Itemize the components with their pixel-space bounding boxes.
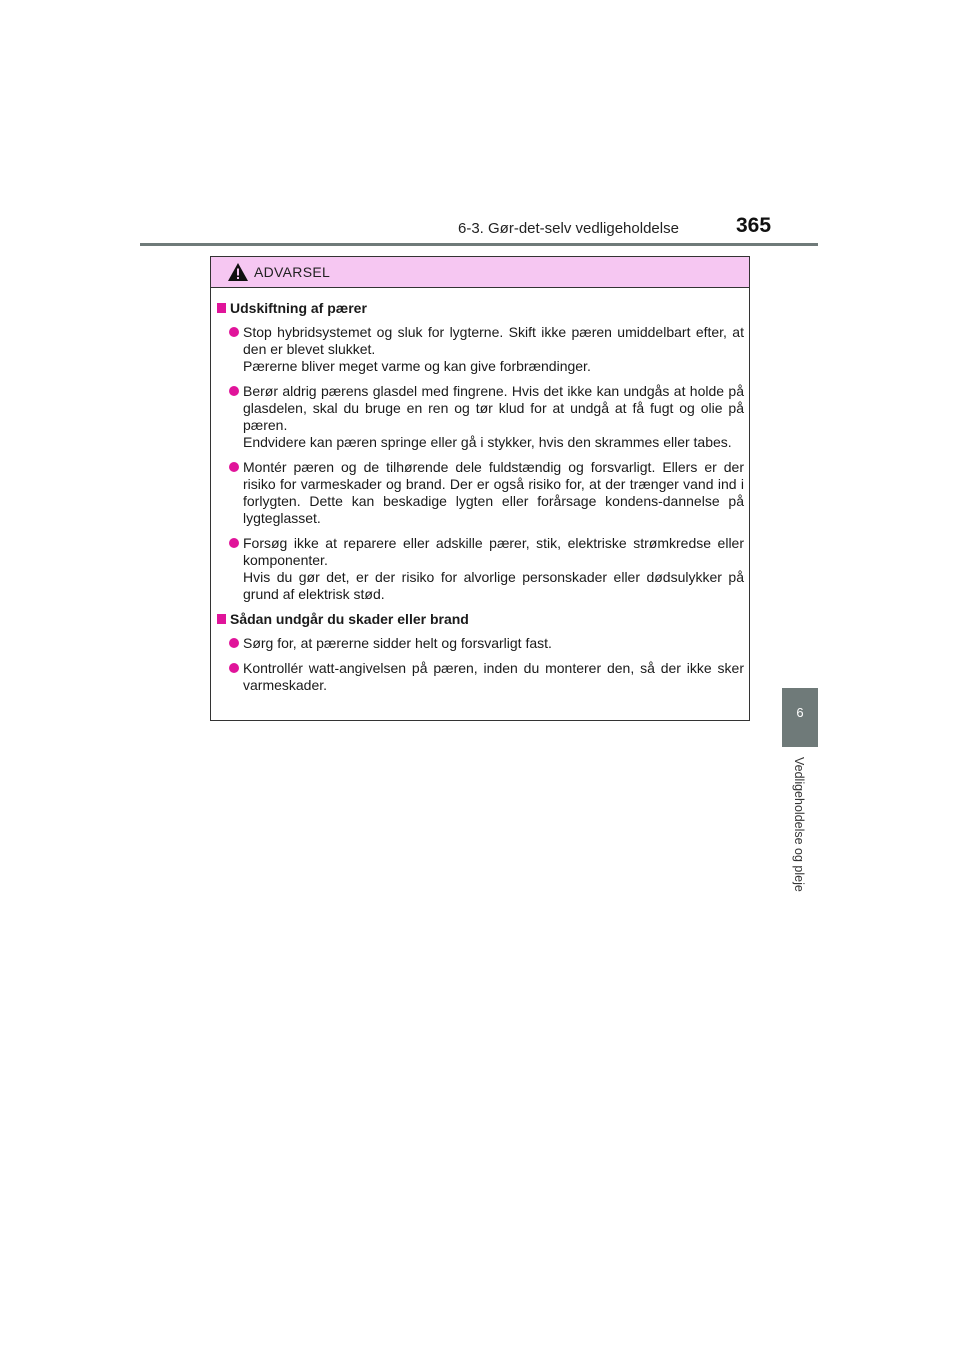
bullet-paragraph: Forsøg ikke at reparere eller adskille pærer, stik, elektriske strømkredse eller komponenter. xyxy=(243,535,744,568)
bullet-paragraph: Berør aldrig pærens glasdel med fingrene. Hvis det ikke kan undgås at holde på glasdelen, skal du bruge en ren og tør klud for at undgå at få fugt og olie på pæren. xyxy=(243,383,744,433)
bullet-paragraph: Kontrollér watt-angivelsen på pæren, inden du monterer den, så der ikke sker varmeskader. xyxy=(243,660,744,693)
warning-bullet xyxy=(216,635,744,652)
round-bullet-icon xyxy=(229,663,239,673)
round-bullet-icon xyxy=(229,386,239,396)
chapter-number: 6 xyxy=(796,705,804,720)
section-title: 6-3. Gør-det-selv vedligeholdelse xyxy=(458,220,679,237)
page-number: 365 xyxy=(736,214,772,237)
heading-text: Udskiftning af pærer xyxy=(230,300,367,316)
warning-title: ADVARSEL xyxy=(254,264,331,280)
warning-triangle-icon xyxy=(227,262,249,282)
round-bullet-icon xyxy=(229,638,239,648)
round-bullet-icon xyxy=(229,538,239,548)
warning-bullet xyxy=(216,324,744,375)
warning-bullet xyxy=(216,660,744,694)
bullet-paragraph: Endvidere kan pæren springe eller gå i stykker, hvis den skrammes eller tabes. xyxy=(243,434,732,450)
bullet-paragraph: Sørg for, at pærerne sidder helt og forsvarligt fast. xyxy=(243,635,552,651)
bullet-paragraph: Stop hybridsystemet og sluk for lygterne. Skift ikke pæren umiddelbart efter, at den er blevet slukket. xyxy=(243,324,744,357)
square-bullet-icon xyxy=(217,614,226,624)
round-bullet-icon xyxy=(229,327,239,337)
warning-bullet xyxy=(216,459,744,527)
warning-section-heading xyxy=(216,611,744,628)
bullet-paragraph: Montér pæren og de tilhørende dele fuldstændig og forsvarligt. Ellers er der risiko for varmeskader og brand. Der er også risiko for, at der trænger vand ind i forlygten. Dette kan beskadige lygten eller forårsage kondens-dannelse på lygteglasset. xyxy=(243,459,744,526)
chapter-tab xyxy=(782,688,818,747)
square-bullet-icon xyxy=(217,303,226,313)
warning-box xyxy=(210,256,750,721)
round-bullet-icon xyxy=(229,462,239,472)
chapter-side-title: Vedligeholdelse og pleje xyxy=(792,757,806,892)
bullet-paragraph: Pærerne bliver meget varme og kan give forbrændinger. xyxy=(243,358,591,374)
warning-section-heading xyxy=(216,300,744,317)
bullet-paragraph: Hvis du gør det, er der risiko for alvorlige personskader eller dødsulykker på grund af elektrisk stød. xyxy=(243,569,744,602)
header-divider xyxy=(140,243,818,246)
warning-bullet xyxy=(216,383,744,451)
warning-bullet xyxy=(216,535,744,603)
warning-body xyxy=(211,288,749,694)
warning-header xyxy=(211,257,749,288)
heading-text: Sådan undgår du skader eller brand xyxy=(230,611,469,627)
